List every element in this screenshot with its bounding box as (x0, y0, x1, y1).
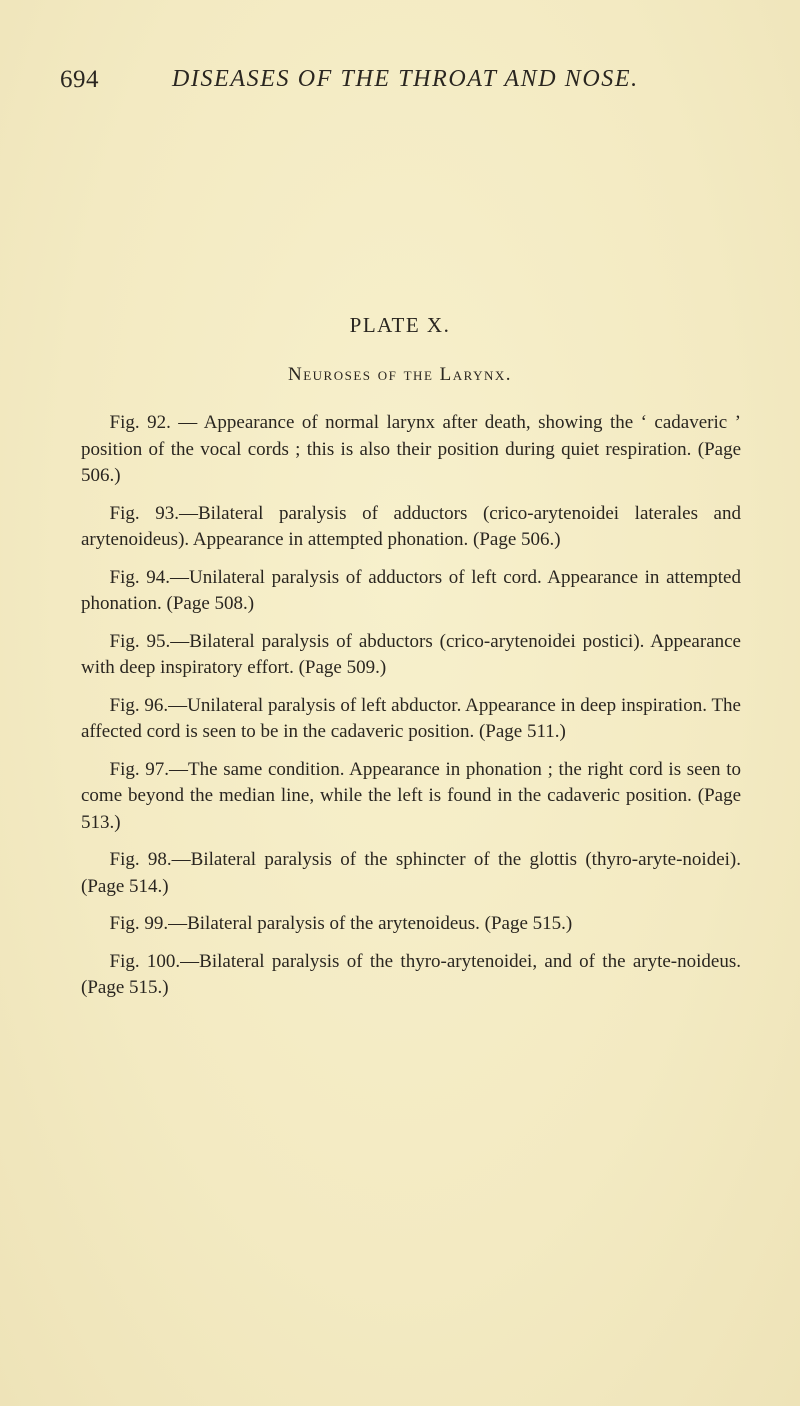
figure-caption-list (81, 410, 741, 1013)
figure-caption-97: Fig. 97.—The same condition. Appearance in phonation ; the right cord is seen to come beyond the median line, while the left is found in the cadaveric position. (Page 513.) (81, 758, 741, 833)
page-number: 694 (60, 66, 99, 93)
figure-caption-96: Fig. 96.—Unilateral paralysis of left abductor. Appearance in deep inspiration. The affected cord is seen to be in the cadaveric position. (Page 511.) (81, 694, 741, 742)
figure-caption-94: Fig. 94.—Unilateral paralysis of adductors of left cord. Appearance in attempted phonation. (Page 508.) (81, 566, 741, 614)
figure-caption-92: Fig. 92. — Appearance of normal larynx after death, showing the ‘ cadaveric ’ position of the vocal cords ; this is also their position during quiet respiration. (Page 506.) (81, 412, 741, 486)
section-title: Neuroses of the Larynx. (287, 364, 512, 385)
figure-caption-93: Fig. 93.—Bilateral paralysis of adductors (crico-arytenoidei laterales and arytenoideus). Appearance in attempted phonation. (Page 506.) (81, 502, 741, 550)
running-head (60, 66, 740, 106)
figure-caption-99: Fig. 99.—Bilateral paralysis of the arytenoideus. (Page 515.) (109, 913, 573, 934)
figure-caption-100: Fig. 100.—Bilateral paralysis of the thyro-arytenoidei, and of the aryte-noideus. (Page 515.) (81, 950, 741, 998)
figure-caption-95: Fig. 95.—Bilateral paralysis of abductors (crico-arytenoidei postici). Appearance with deep inspiratory effort. (Page 509.) (81, 630, 741, 678)
figure-caption-98: Fig. 98.—Bilateral paralysis of the sphincter of the glottis (thyro-aryte-noidei). (Page 514.) (81, 849, 741, 897)
plate-title: PLATE X. (349, 313, 451, 337)
running-title: DISEASES OF THE THROAT AND NOSE. (172, 66, 639, 92)
